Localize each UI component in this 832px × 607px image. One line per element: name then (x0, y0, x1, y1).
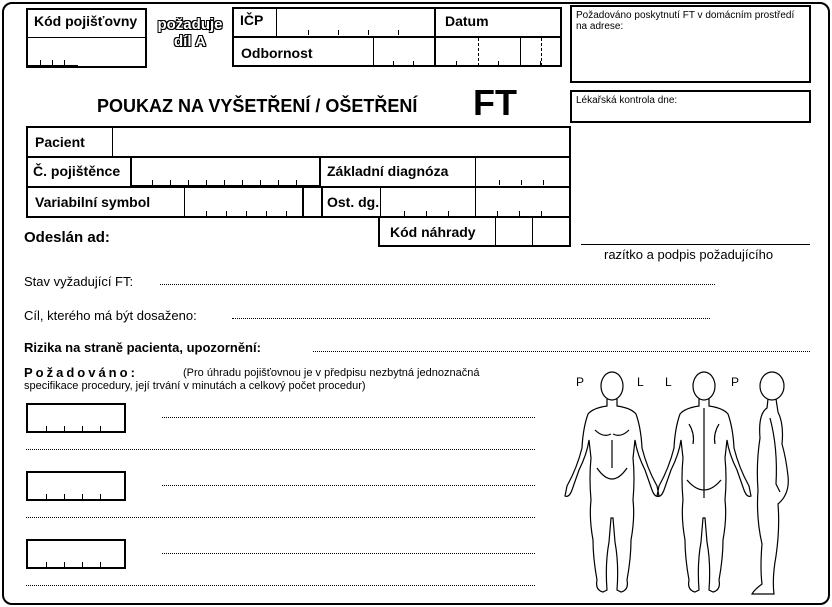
odbornost-label: Odbornost (241, 45, 313, 61)
body-label-back-p: P (731, 375, 740, 389)
icp-label: IČP (240, 12, 264, 28)
rizika-label: Rizika na straně pacienta, upozornění: (24, 340, 261, 355)
odbornost-field[interactable] (375, 58, 433, 66)
kod-nahrady-label: Kód náhrady (390, 224, 476, 240)
procedure-code-1[interactable] (26, 403, 126, 433)
body-front-figure (565, 372, 659, 592)
variabilni-symbol-field[interactable] (186, 188, 302, 216)
procedure-line-2a[interactable] (162, 485, 535, 486)
pozadovano-heading: Požadováno: (24, 365, 138, 380)
cil-field[interactable] (232, 307, 710, 319)
pacient-field[interactable] (114, 128, 569, 155)
zakladni-diagnoza-label: Základní diagnóza (327, 163, 449, 179)
procedure-line-3a[interactable] (162, 553, 535, 554)
pacient-label: Pacient (35, 134, 85, 150)
icp-field[interactable] (278, 27, 432, 35)
control-date-label: Lékařská kontrola dne: (576, 95, 678, 106)
body-side-figure (752, 372, 788, 594)
odeslan-ad-label: Odeslán ad: (24, 229, 110, 246)
form-title: POUKAZ NA VYŠETŘENÍ / OŠETŘENÍ (97, 96, 418, 116)
stav-label: Stav vyžadující FT: (24, 274, 134, 289)
procedure-line-1b[interactable] (26, 449, 535, 450)
home-request-text: Požadováno poskytnutí FT v domácním prostředí na adrese: (576, 10, 795, 32)
body-diagram[interactable] (555, 368, 805, 600)
pozadovano-note-1: (Pro úhradu pojišťovnou je v předpisu nezbytná jednoznačná (183, 367, 480, 379)
ost-dg-field[interactable] (382, 188, 569, 216)
zakladni-diagnoza-field[interactable] (477, 158, 569, 185)
body-label-back-l: L (665, 375, 672, 389)
stamp-line (581, 244, 810, 245)
pozadovano-note-2: specifikace procedury, její trvání v minutách a celkový počet procedur) (24, 380, 366, 392)
kod-nahrady-field[interactable] (497, 218, 569, 245)
ost-dg-label: Ost. dg. (327, 194, 380, 210)
datum-label: Datum (445, 13, 489, 29)
procedure-line-2b[interactable] (26, 517, 535, 518)
cislo-pojistence-label: Č. pojištěnce (33, 163, 121, 179)
cil-label: Cíl, kterého má být dosaženo: (24, 308, 197, 323)
stamp-caption: razítko a podpis požadujícího (604, 247, 774, 262)
kod-pojistovny-label: Kód pojišťovny (34, 13, 138, 29)
body-back-figure (657, 372, 751, 592)
kod-pojistovny-field[interactable] (28, 58, 78, 66)
procedure-line-1a[interactable] (162, 417, 535, 418)
procedure-code-2[interactable] (26, 471, 126, 501)
procedure-code-3[interactable] (26, 539, 126, 569)
form-title-ft: FT (473, 82, 517, 123)
pozaduje-dil-a: požaduje díl A (157, 16, 223, 50)
variabilni-symbol-label: Variabilní symbol (35, 194, 151, 210)
stav-field[interactable] (160, 273, 715, 285)
procedure-line-3b[interactable] (26, 585, 535, 586)
rizika-field[interactable] (313, 340, 810, 352)
body-label-front-p: P (576, 375, 585, 389)
body-label-front-l: L (637, 375, 644, 389)
